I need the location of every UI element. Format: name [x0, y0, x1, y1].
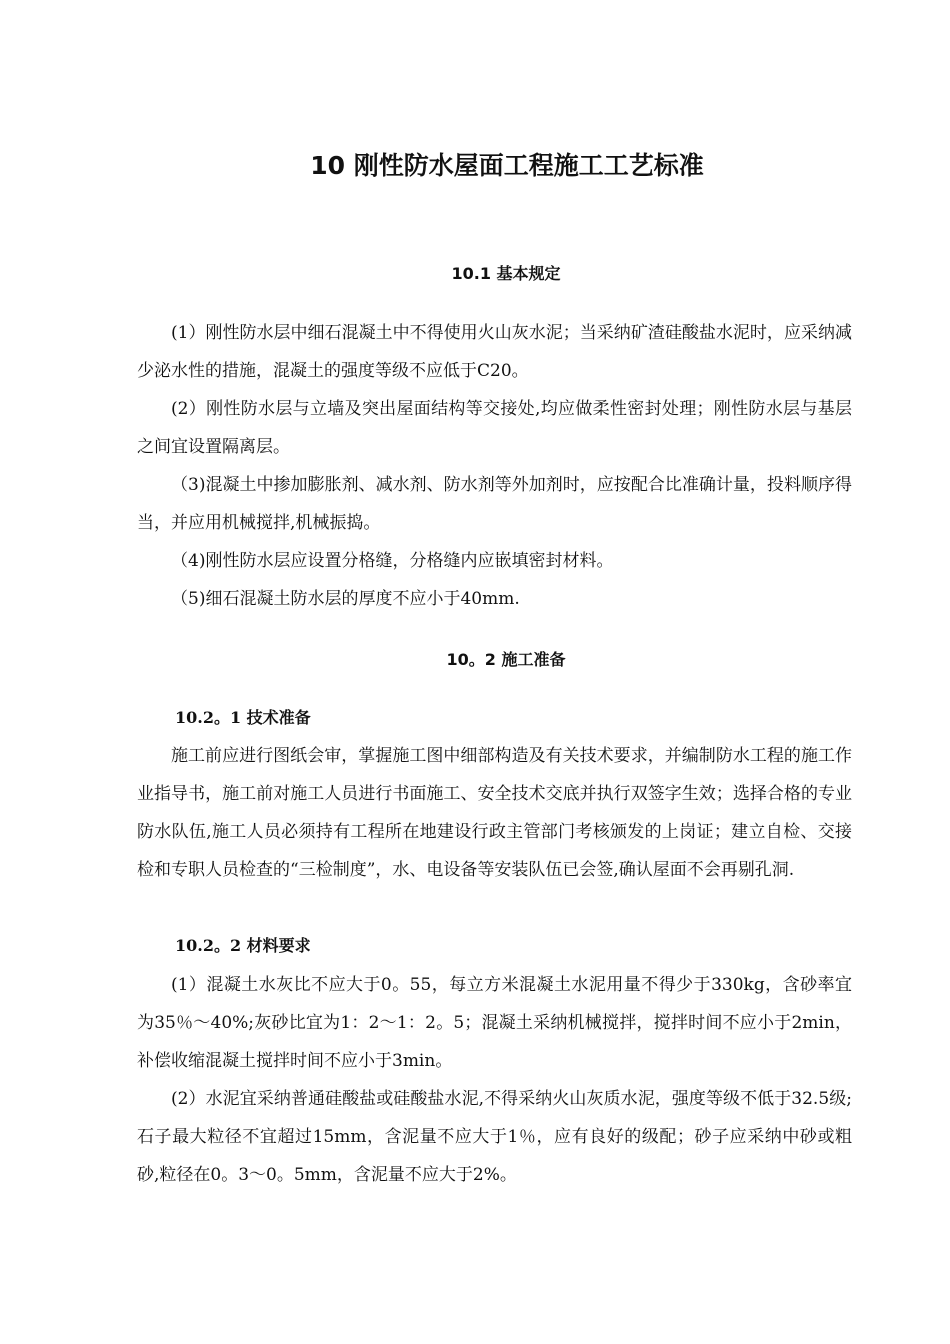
paragraph-rule-5: （5)细石混凝土防水层的厚度不应小于40mm.: [171, 589, 520, 609]
paragraph-technical-prep: 施工前应进行图纸会审，掌握施工图中细部构造及有关技术要求，并编制防水工程的施工作业指导书，施工前对施工人员进行书面施工、安全技术交底并执行双签字生效；选择合格的专业防水队伍,施工人员必须持有工程所在地建设行政主管部门考核颁发的上岗证；建立自检、交接检和专职人员检查的“三检制度”，水、电设备等安装队伍已会签,确认屋面不会再剔孔洞.: [137, 746, 852, 880]
subsection-heading-material-req: 10.2。2 材料要求: [175, 936, 311, 955]
paragraph-rule-1: (1）刚性防水层中细石混凝土中不得使用火山灰水泥；当采纳矿渣硅酸盐水泥时，应采纳减少泌水性的措施，混凝土的强度等级不应低于C20。: [137, 323, 852, 381]
section-heading-basic-rules: 10.1 基本规定: [451, 264, 561, 283]
subsection-heading-technical-prep: 10.2。1 技术准备: [175, 708, 311, 727]
section-heading-construction-prep: 10。2 施工准备: [446, 650, 566, 669]
paragraph-rule-4: （4)刚性防水层应设置分格缝，分格缝内应嵌填密封材料。: [171, 551, 614, 571]
document-title: 10 刚性防水屋面工程施工工艺标准: [310, 151, 704, 180]
paragraph-material-2: (2）水泥宜采纳普通硅酸盐或硅酸盐水泥,不得采纳火山灰质水泥，强度等级不低于32.5级;石子最大粒径不宜超过15mm，含泥量不应大于1％，应有良好的级配；砂子应采纳中砂或粗砂,粒径在0。3～0。5mm，含泥量不应大于2%。: [137, 1089, 852, 1185]
paragraph-rule-2: (2）刚性防水层与立墙及突出屋面结构等交接处,均应做柔性密封处理；刚性防水层与基层之间宜设置隔离层。: [137, 399, 852, 457]
paragraph-rule-3: （3)混凝土中掺加膨胀剂、减水剂、防水剂等外加剂时，应按配合比准确计量，投料顺序得当，并应用机械搅拌,机械振捣。: [137, 475, 852, 533]
paragraph-material-1: (1）混凝土水灰比不应大于0。55，每立方米混凝土水泥用量不得少于330kg，含砂率宜为35％～40%;灰砂比宜为1：2～1：2。5；混凝土采纳机械搅拌，搅拌时间不应小于2min，补偿收缩混凝土搅拌时间不应小于3min。: [137, 975, 852, 1071]
